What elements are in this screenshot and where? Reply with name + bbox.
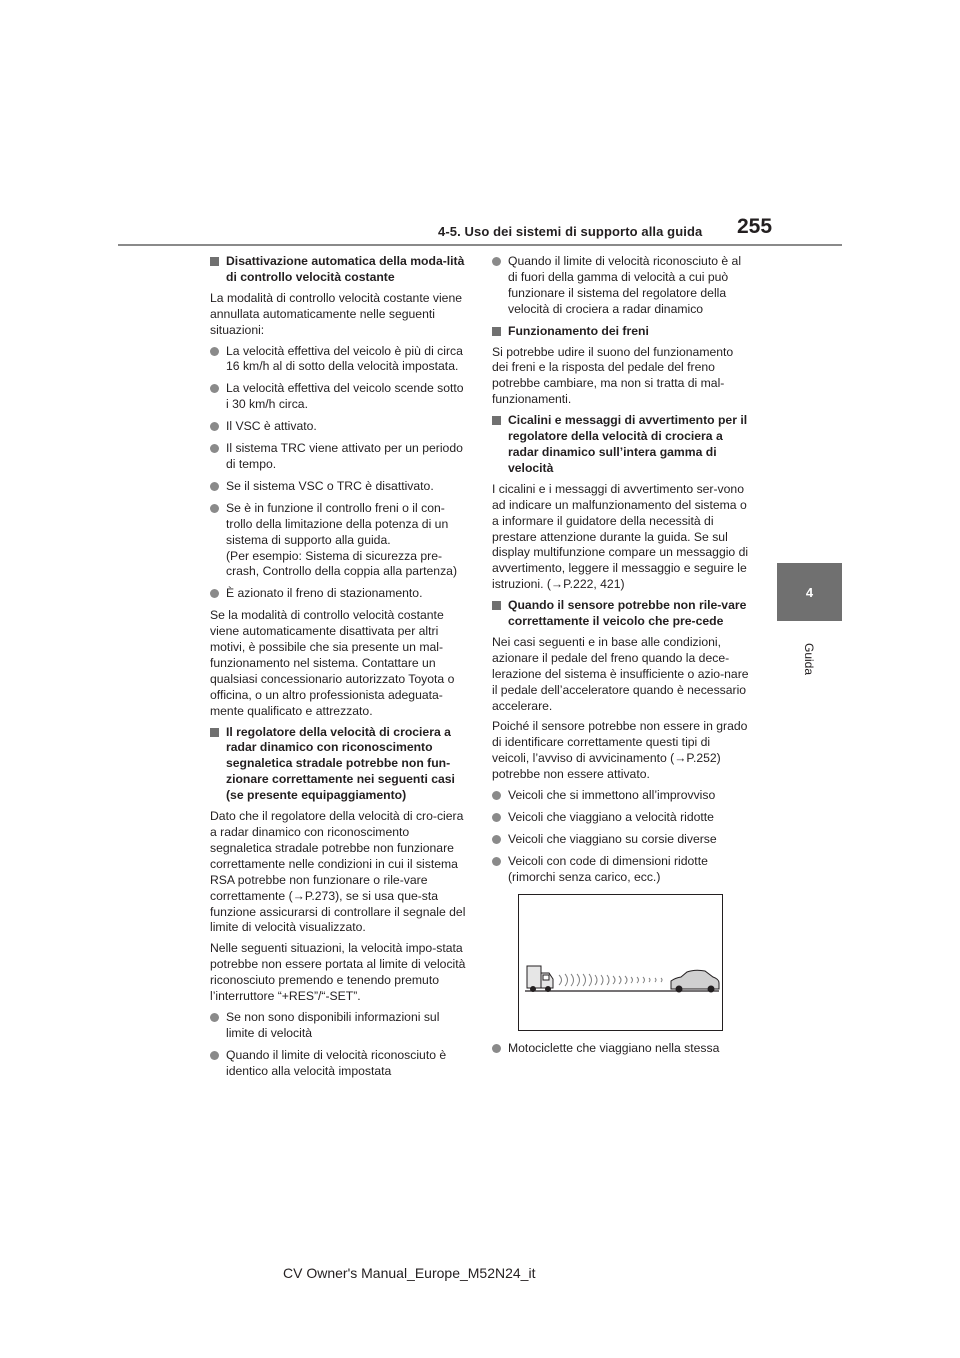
chapter-label: Guida <box>802 642 816 676</box>
bullet-item: Se il sistema VSC o TRC è disattivato. <box>210 479 468 495</box>
radar-waves-icon <box>559 974 662 986</box>
bullet-item: Veicoli che viaggiano a velocità ridotte <box>492 810 750 826</box>
truck-icon <box>527 966 553 992</box>
bullet-item: Il VSC è attivato. <box>210 419 468 435</box>
radar-detection-illustration <box>518 894 723 1031</box>
bullet-item: Se è in funzione il controllo freni o il con-trollo della limitazione della potenza di un sistema di supporto alla guida. (Per esempio: Sistema di sicurezza pre-crash, Controllo della coppia alla partenza) <box>210 501 468 581</box>
bullet-item: La velocità effettiva del veicolo è più di circa 16 km/h al di sotto della velocità impostata. <box>210 344 468 376</box>
left-column <box>210 254 468 1086</box>
paragraph: Nei casi seguenti e in base alle condizioni, azionare il pedale del freno quando la dece-lerazione del sistema è insufficiente o azio-nare il pedale dell’acceleratore quando è necessario accelerare. <box>492 634 749 713</box>
chapter-tab <box>777 563 842 621</box>
section-heading: Disattivazione automatica della moda-lità di controllo velocità costante <box>210 254 468 286</box>
section-heading: Quando il sensore potrebbe non rile-vare correttamente il veicolo che pre-cede <box>492 598 750 630</box>
paragraph: Nelle seguenti situazioni, la velocità impo-stata potrebbe non essere portata al limite di velocità riconosciuto premendo e tenendo premuto l’interruttore “+RES”/“-SET”. <box>210 941 466 1004</box>
paragraph: La modalità di controllo velocità costante viene annullata automaticamente nelle seguenti situazioni: <box>210 290 463 337</box>
bullet-item: Veicoli che viaggiano su corsie diverse <box>492 832 750 848</box>
section-title: 4-5. Uso dei sistemi di supporto alla guida <box>438 224 703 239</box>
header-divider <box>118 244 842 246</box>
chapter-label-container <box>801 632 817 692</box>
right-column <box>492 254 750 1063</box>
truck-and-car-radar-diagram <box>519 895 724 1032</box>
bullet-item: Il sistema TRC viene attivato per un periodo di tempo. <box>210 441 468 473</box>
bullet-item: Se non sono disponibili informazioni sul limite di velocità <box>210 1010 468 1042</box>
page-number: 255 <box>737 215 773 238</box>
bullet-item: Quando il limite di velocità riconosciuto è identico alla velocità impostata <box>210 1048 468 1080</box>
bullet-item: È azionato il freno di stazionamento. <box>210 586 468 602</box>
paragraph: Dato che il regolatore della velocità di cro-ciera a radar dinamico con riconoscimento segnaletica stradale potrebbe non funzionare correttamente nelle condizioni in cui il sistema RSA potrebbe non funzionare o rile-vare correttamente (→P.273), se si usa que-sta funzione assicurarsi di controllare il segnale del limite di velocità visualizzato. <box>210 809 466 935</box>
bullet-item: Motociclette che viaggiano nella stessa <box>492 1041 750 1057</box>
chapter-number: 4 <box>805 584 814 600</box>
paragraph: Si potrebbe udire il suono del funzionamento dei freni e la risposta del pedale del freno potrebbe cambiare, ma non si tratta di mal-funzionamenti. <box>492 344 734 407</box>
bullet-item: Veicoli con code di dimensioni ridotte (rimorchi senza carico, ecc.) <box>492 854 750 886</box>
paragraph: Poiché il sensore potrebbe non essere in grado di identificare correttamente questi tipi di veicoli, l’avviso di avvicinamento (→P.252) potrebbe non essere attivato. <box>492 719 748 782</box>
paragraph: Se la modalità di controllo velocità costante viene automaticamente disattivata per altri motivi, è possibile che sia presente un mal-funzionamento nel sistema. Contattare un qualsiasi concessionario autorizzato Toyota o officina, o un altro professionista adeguata-mente qualificato e attrezzato. <box>210 608 455 718</box>
bullet-item: Quando il limite di velocità riconosciuto è al di fuori della gamma di velocità a cui può funzionare il sistema del regolatore della velocità di crociera a radar dinamico <box>492 254 750 318</box>
paragraph: I cicalini e i messaggi di avvertimento ser-vono ad indicare un malfunzionamento del sistema o a informare il guidatore della necessità di prestare attenzione durante la guida. Se sul display multifunzione compare un messaggio di avvertimento, leggere il messaggio e seguire le istruzioni. (→P.222, 421) <box>492 481 749 592</box>
section-heading: Funzionamento dei freni <box>492 324 750 340</box>
bullet-item: La velocità effettiva del veicolo scende sotto i 30 km/h circa. <box>210 381 468 413</box>
footer-text: CV Owner's Manual_Europe_M52N24_it <box>283 1265 536 1281</box>
section-heading: Cicalini e messaggi di avvertimento per il regolatore della velocità di crociera a radar dinamico sull’intera gamma di velocità <box>492 413 750 477</box>
car-icon <box>671 970 719 992</box>
bullet-item: Veicoli che si immettono all’improvviso <box>492 788 750 804</box>
section-heading: Il regolatore della velocità di crociera a radar dinamico con riconoscimento segnaletica stradale potrebbe non fun-zionare correttamente nei seguenti casi (se presente equipaggiamento) <box>210 725 468 805</box>
